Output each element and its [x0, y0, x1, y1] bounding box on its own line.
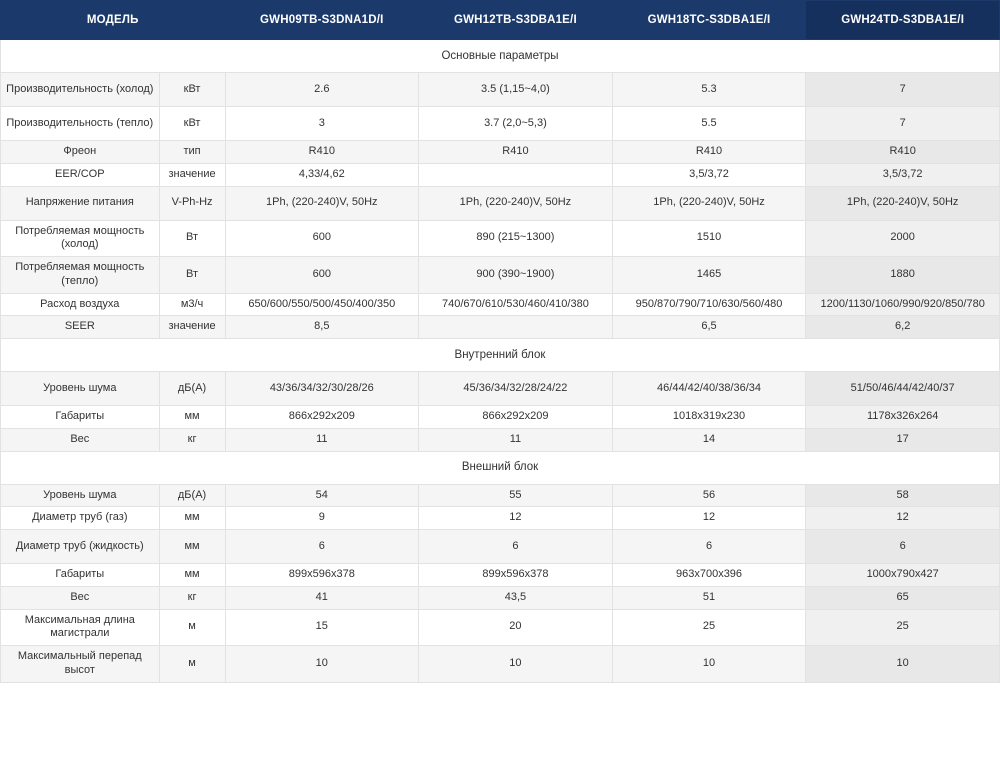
- cell-value: 5.3: [612, 73, 806, 107]
- row-param-label: Диаметр труб (газ): [1, 507, 160, 530]
- row-unit: м3/ч: [159, 293, 225, 316]
- cell-value: 7: [806, 73, 1000, 107]
- cell-value: 43/36/34/32/30/28/26: [225, 372, 419, 406]
- row-unit: значение: [159, 316, 225, 339]
- cell-value: 45/36/34/32/28/24/22: [419, 372, 613, 406]
- row-param-label: Производительность (тепло): [1, 107, 160, 141]
- cell-value: 890 (215~1300): [419, 220, 613, 257]
- cell-value: 1Ph, (220-240)V, 50Hz: [806, 186, 1000, 220]
- cell-value: 17: [806, 428, 1000, 451]
- cell-value: 600: [225, 257, 419, 294]
- cell-value: 56: [612, 484, 806, 507]
- cell-value: 12: [612, 507, 806, 530]
- cell-value: 10: [612, 646, 806, 683]
- table-row: [1, 428, 1000, 451]
- cell-value: R410: [225, 141, 419, 164]
- cell-value: 1880: [806, 257, 1000, 294]
- row-param-label: SEER: [1, 316, 160, 339]
- column-header-model-3: GWH18TC-S3DBA1E/I: [612, 1, 806, 40]
- table-row: [1, 609, 1000, 646]
- cell-value: 8,5: [225, 316, 419, 339]
- cell-value: 1465: [612, 257, 806, 294]
- row-param-label: Фреон: [1, 141, 160, 164]
- cell-value: 10: [806, 646, 1000, 683]
- cell-value: 25: [806, 609, 1000, 646]
- table-row: [1, 220, 1000, 257]
- cell-value: 6: [225, 530, 419, 564]
- row-unit: мм: [159, 507, 225, 530]
- table-body: [1, 40, 1000, 683]
- row-param-label: EER/COP: [1, 163, 160, 186]
- section-title: Внутренний блок: [1, 339, 1000, 372]
- row-unit: кг: [159, 586, 225, 609]
- cell-value: 51/50/46/44/42/40/37: [806, 372, 1000, 406]
- cell-value: 65: [806, 586, 1000, 609]
- cell-value: R410: [612, 141, 806, 164]
- cell-value: 2.6: [225, 73, 419, 107]
- cell-value: 1000х790х427: [806, 564, 1000, 587]
- section-title: Внешний блок: [1, 451, 1000, 484]
- table-header-row: [1, 1, 1000, 40]
- cell-value: 15: [225, 609, 419, 646]
- row-unit: кг: [159, 428, 225, 451]
- table-row: [1, 507, 1000, 530]
- row-param-label: Потребляемая мощность (холод): [1, 220, 160, 257]
- cell-value: 10: [419, 646, 613, 683]
- table-row: [1, 530, 1000, 564]
- row-unit: V-Ph-Hz: [159, 186, 225, 220]
- cell-value: 900 (390~1900): [419, 257, 613, 294]
- column-header-model-1: GWH09TB-S3DNA1D/I: [225, 1, 419, 40]
- cell-value: 600: [225, 220, 419, 257]
- cell-value: 2000: [806, 220, 1000, 257]
- cell-value: 41: [225, 586, 419, 609]
- cell-value: 5.5: [612, 107, 806, 141]
- row-param-label: Напряжение питания: [1, 186, 160, 220]
- cell-value: 46/44/42/40/38/36/34: [612, 372, 806, 406]
- table-row: [1, 186, 1000, 220]
- row-param-label: Вес: [1, 428, 160, 451]
- cell-value: 866х292х209: [419, 406, 613, 429]
- row-param-label: Вес: [1, 586, 160, 609]
- row-unit: Вт: [159, 257, 225, 294]
- row-unit: кВт: [159, 73, 225, 107]
- row-unit: дБ(А): [159, 484, 225, 507]
- row-unit: мм: [159, 406, 225, 429]
- cell-value: 899х596х378: [419, 564, 613, 587]
- row-unit: м: [159, 609, 225, 646]
- table-row: [1, 293, 1000, 316]
- cell-value: 1Ph, (220-240)V, 50Hz: [612, 186, 806, 220]
- cell-value: 11: [419, 428, 613, 451]
- cell-value: 55: [419, 484, 613, 507]
- row-unit: дБ(А): [159, 372, 225, 406]
- cell-value: 3.5 (1,15~4,0): [419, 73, 613, 107]
- cell-value: [419, 316, 613, 339]
- table-row: [1, 484, 1000, 507]
- cell-value: 1200/1130/1060/990/920/850/780: [806, 293, 1000, 316]
- row-unit: значение: [159, 163, 225, 186]
- row-param-label: Диаметр труб (жидкость): [1, 530, 160, 564]
- row-unit: Вт: [159, 220, 225, 257]
- cell-value: 54: [225, 484, 419, 507]
- cell-value: [419, 163, 613, 186]
- cell-value: 963х700х396: [612, 564, 806, 587]
- cell-value: 12: [806, 507, 1000, 530]
- row-param-label: Габариты: [1, 406, 160, 429]
- cell-value: 3,5/3,72: [806, 163, 1000, 186]
- cell-value: 1Ph, (220-240)V, 50Hz: [225, 186, 419, 220]
- cell-value: 650/600/550/500/450/400/350: [225, 293, 419, 316]
- cell-value: 6: [612, 530, 806, 564]
- cell-value: 14: [612, 428, 806, 451]
- table-row: [1, 107, 1000, 141]
- column-header-model-4: GWH24TD-S3DBA1E/I: [806, 1, 1000, 40]
- row-param-label: Потребляемая мощность (тепло): [1, 257, 160, 294]
- column-header-model: МОДЕЛЬ: [1, 1, 226, 40]
- cell-value: 3: [225, 107, 419, 141]
- row-param-label: Максимальный перепад высот: [1, 646, 160, 683]
- cell-value: 11: [225, 428, 419, 451]
- table-header: [1, 1, 1000, 40]
- cell-value: 9: [225, 507, 419, 530]
- cell-value: 20: [419, 609, 613, 646]
- cell-value: 1Ph, (220-240)V, 50Hz: [419, 186, 613, 220]
- cell-value: 51: [612, 586, 806, 609]
- row-unit: тип: [159, 141, 225, 164]
- row-unit: мм: [159, 530, 225, 564]
- cell-value: 950/870/790/710/630/560/480: [612, 293, 806, 316]
- row-param-label: Уровень шума: [1, 484, 160, 507]
- table-row: [1, 586, 1000, 609]
- cell-value: 1510: [612, 220, 806, 257]
- cell-value: 3.7 (2,0~5,3): [419, 107, 613, 141]
- cell-value: 3,5/3,72: [612, 163, 806, 186]
- cell-value: 6,5: [612, 316, 806, 339]
- table-row: [1, 141, 1000, 164]
- table-row: [1, 316, 1000, 339]
- column-header-model-2: GWH12TB-S3DBA1E/I: [419, 1, 613, 40]
- cell-value: 6,2: [806, 316, 1000, 339]
- cell-value: 10: [225, 646, 419, 683]
- cell-value: R410: [419, 141, 613, 164]
- cell-value: 25: [612, 609, 806, 646]
- table-row: [1, 257, 1000, 294]
- cell-value: 899х596х378: [225, 564, 419, 587]
- row-unit: кВт: [159, 107, 225, 141]
- table-row: [1, 564, 1000, 587]
- table-row: [1, 372, 1000, 406]
- section-header-row: [1, 451, 1000, 484]
- cell-value: 43,5: [419, 586, 613, 609]
- table-row: [1, 73, 1000, 107]
- row-param-label: Габариты: [1, 564, 160, 587]
- cell-value: R410: [806, 141, 1000, 164]
- row-param-label: Максимальная длина магистрали: [1, 609, 160, 646]
- section-header-row: [1, 339, 1000, 372]
- row-param-label: Расход воздуха: [1, 293, 160, 316]
- table-row: [1, 163, 1000, 186]
- cell-value: 1178х326х264: [806, 406, 1000, 429]
- cell-value: 7: [806, 107, 1000, 141]
- cell-value: 1018х319х230: [612, 406, 806, 429]
- row-unit: м: [159, 646, 225, 683]
- row-param-label: Производительность (холод): [1, 73, 160, 107]
- cell-value: 866х292х209: [225, 406, 419, 429]
- table-row: [1, 406, 1000, 429]
- cell-value: 4,33/4,62: [225, 163, 419, 186]
- section-header-row: [1, 40, 1000, 73]
- cell-value: 58: [806, 484, 1000, 507]
- cell-value: 740/670/610/530/460/410/380: [419, 293, 613, 316]
- cell-value: 12: [419, 507, 613, 530]
- table-row: [1, 646, 1000, 683]
- cell-value: 6: [806, 530, 1000, 564]
- row-unit: мм: [159, 564, 225, 587]
- row-param-label: Уровень шума: [1, 372, 160, 406]
- cell-value: 6: [419, 530, 613, 564]
- section-title: Основные параметры: [1, 40, 1000, 73]
